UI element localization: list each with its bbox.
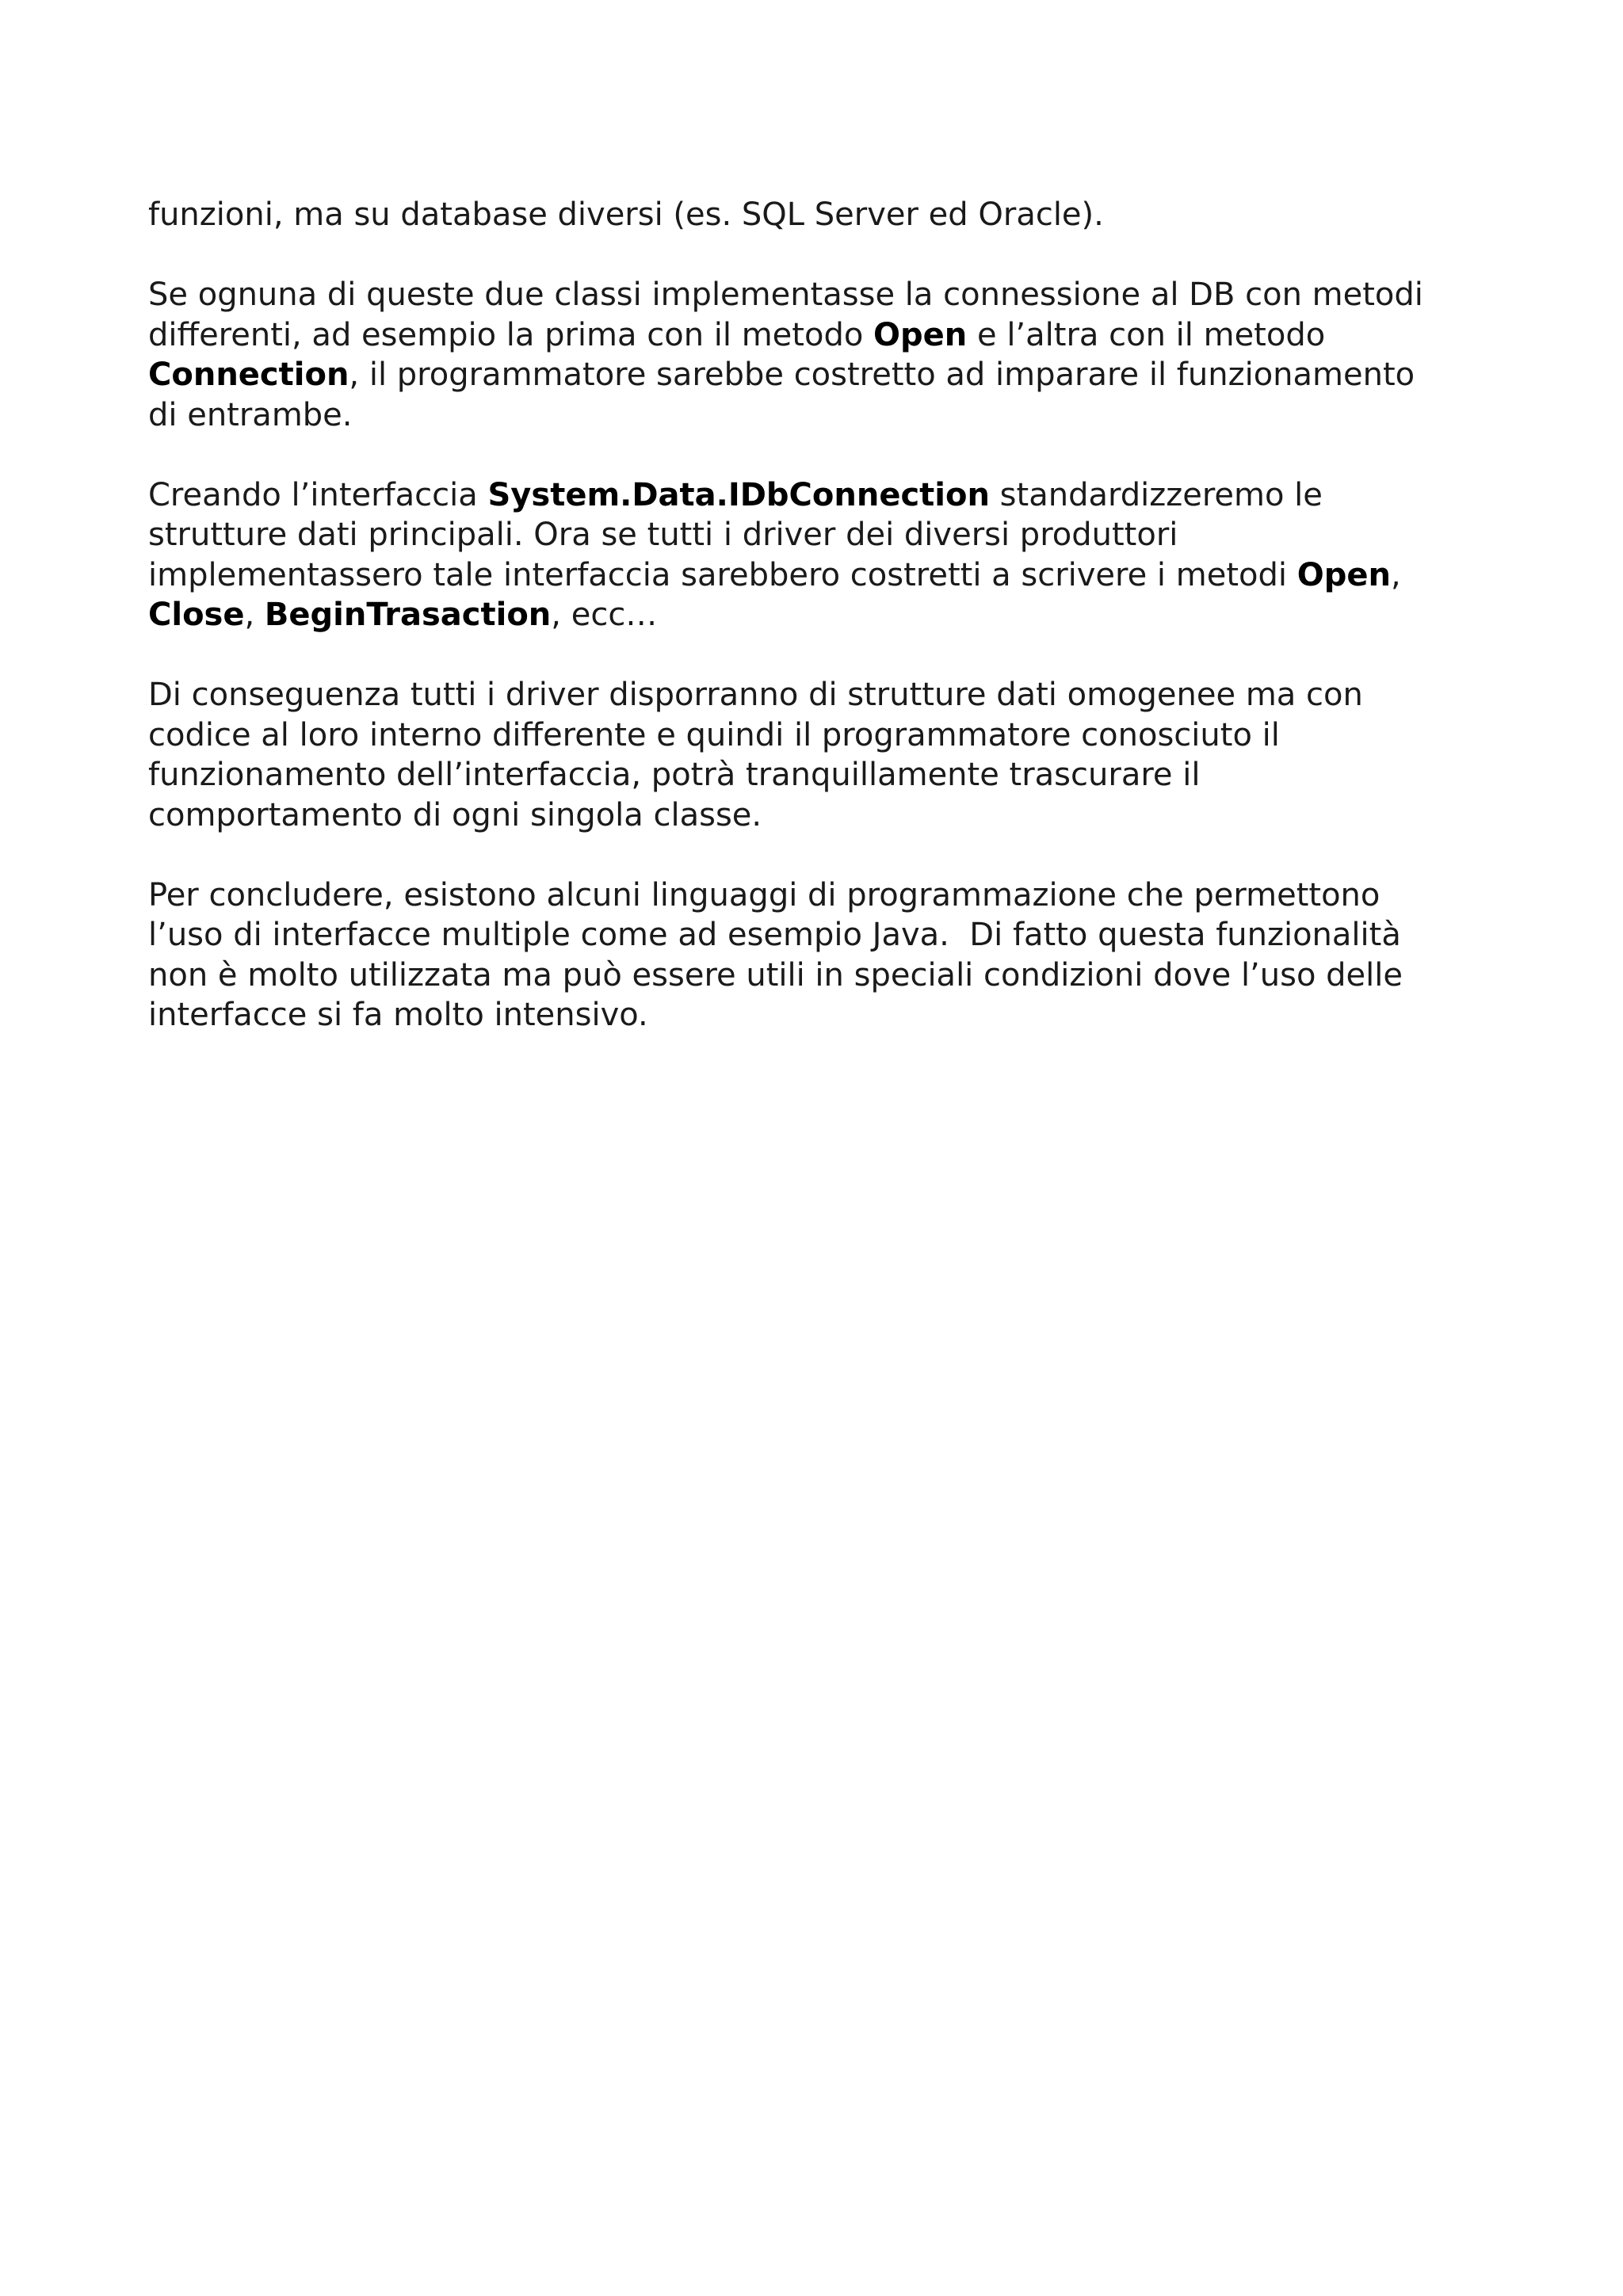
text-run: di entrambe. xyxy=(148,396,353,433)
text-run: implementassero tale interfaccia sarebbero costretti a scrivere i metodi xyxy=(148,556,1297,593)
text-line xyxy=(148,715,1495,756)
text-line xyxy=(148,275,1495,315)
text-line xyxy=(148,795,1495,836)
text-run: e l’altra con il metodo xyxy=(967,316,1326,353)
bold-term: BeginTrasaction xyxy=(264,597,552,633)
text-line xyxy=(148,475,1495,516)
text-line xyxy=(148,755,1495,795)
text-run: Se ognuna di queste due classi implementasse la connessione al DB con metodi xyxy=(148,277,1423,313)
text-line xyxy=(148,515,1495,555)
text-line xyxy=(148,195,1495,235)
text-run: strutture dati principali. Ora se tutti i driver dei diversi produttori xyxy=(148,517,1178,553)
text-line xyxy=(148,875,1495,916)
bold-term: Connection xyxy=(148,357,349,393)
text-run: Creando l’interfaccia xyxy=(148,476,488,513)
text-run: funzionamento dell’interfaccia, potrà tranquillamente trascurare il xyxy=(148,757,1201,793)
text-run: Per concludere, esistono alcuni linguaggi di programmazione che permettono xyxy=(148,876,1381,913)
bold-term: Close xyxy=(148,597,245,633)
text-line xyxy=(148,915,1495,955)
text-line xyxy=(148,955,1495,996)
text-run: codice al loro interno differente e quindi il programmatore conosciuto il xyxy=(148,716,1280,753)
text-run: funzioni, ma su database diversi (es. SQL Server ed Oracle). xyxy=(148,196,1104,233)
text-line xyxy=(148,555,1495,596)
bold-term: Open xyxy=(873,316,968,353)
paragraph xyxy=(148,475,1495,635)
text-line xyxy=(148,675,1495,715)
text-run: comportamento di ogni singola classe. xyxy=(148,796,762,833)
text-run: , ecc… xyxy=(551,597,658,633)
text-run: , xyxy=(1390,556,1401,593)
text-run: Di conseguenza tutti i driver disporranno di strutture dati omogenee ma con xyxy=(148,677,1363,713)
bold-term: System.Data.IDbConnection xyxy=(487,476,990,513)
text-line xyxy=(148,355,1495,395)
document-body xyxy=(148,195,1495,1075)
text-run: non è molto utilizzata ma può essere utili in speciali condizioni dove l’uso delle xyxy=(148,956,1403,994)
text-run: l’uso di interfacce multiple come ad esempio Java. Di fatto questa funzionalità xyxy=(148,917,1401,953)
text-run: , xyxy=(244,597,265,633)
text-line xyxy=(148,395,1495,436)
text-line xyxy=(148,315,1495,356)
text-run: standardizzeremo le xyxy=(989,476,1323,513)
text-line xyxy=(148,595,1495,635)
text-run: , il programmatore sarebbe costretto ad imparare il funzionamento xyxy=(349,357,1415,393)
bold-term: Open xyxy=(1296,556,1391,593)
paragraph xyxy=(148,275,1495,435)
paragraph xyxy=(148,875,1495,1035)
text-run: interfacce si fa molto intensivo. xyxy=(148,997,648,1033)
paragraph xyxy=(148,195,1495,235)
text-run: differenti, ad esempio la prima con il metodo xyxy=(148,316,874,353)
text-line xyxy=(148,995,1495,1035)
paragraph xyxy=(148,675,1495,835)
